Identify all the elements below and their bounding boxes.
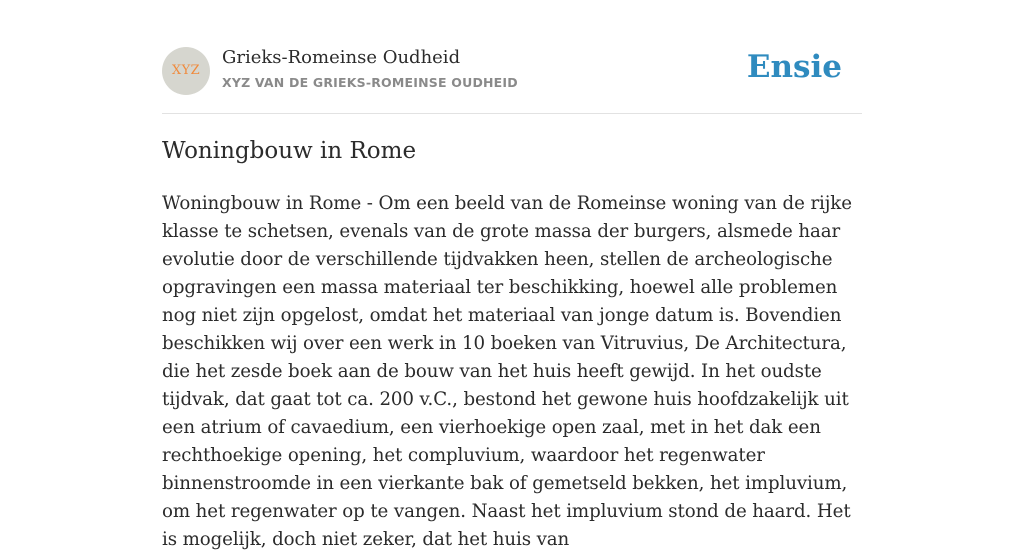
publication-avatar[interactable]: XYZ (162, 47, 210, 95)
ensie-logo[interactable]: Ensie (746, 49, 842, 85)
header-divider (162, 113, 862, 114)
publication-header (162, 46, 862, 96)
publication-subtitle: XYZ VAN DE GRIEKS-ROMEINSE OUDHEID (222, 75, 518, 90)
article-title: Woningbouw in Rome (162, 138, 417, 164)
publication-title[interactable]: Grieks-Romeinse Oudheid (222, 47, 461, 68)
article-body: Woningbouw in Rome - Om een beeld van de Romeinse woning van de rijke klasse te schetsen, evenals van de grote massa der burgers, alsmede haar evolutie door de verschillende tijdvakken heen, stellen de archeologische opgravingen een massa materiaal ter beschikking, hoewel alle problemen nog niet zijn opgelost, omdat het materiaal van jonge datum is. Bovendien beschikken wij over een werk in 10 boeken van Vitruvius, De Architectura, die het zesde boek aan de bouw van het huis heeft gewijd. In het oudste tijdvak, dat gaat tot ca. 200 v.C., bestond het gewone huis hoofdzakelijk uit een atrium of cavaedium, een vierhoekige open zaal, met in het dak een rechthoekige opening, het compluvium, waardoor het regenwater binnenstroomde in een vierkante bak of gemetseld bekken, het impluvium, om het regenwater op te vangen. Naast het impluvium stond de haard. Het is mogelijk, doch niet zeker, dat het huis van (162, 193, 852, 550)
